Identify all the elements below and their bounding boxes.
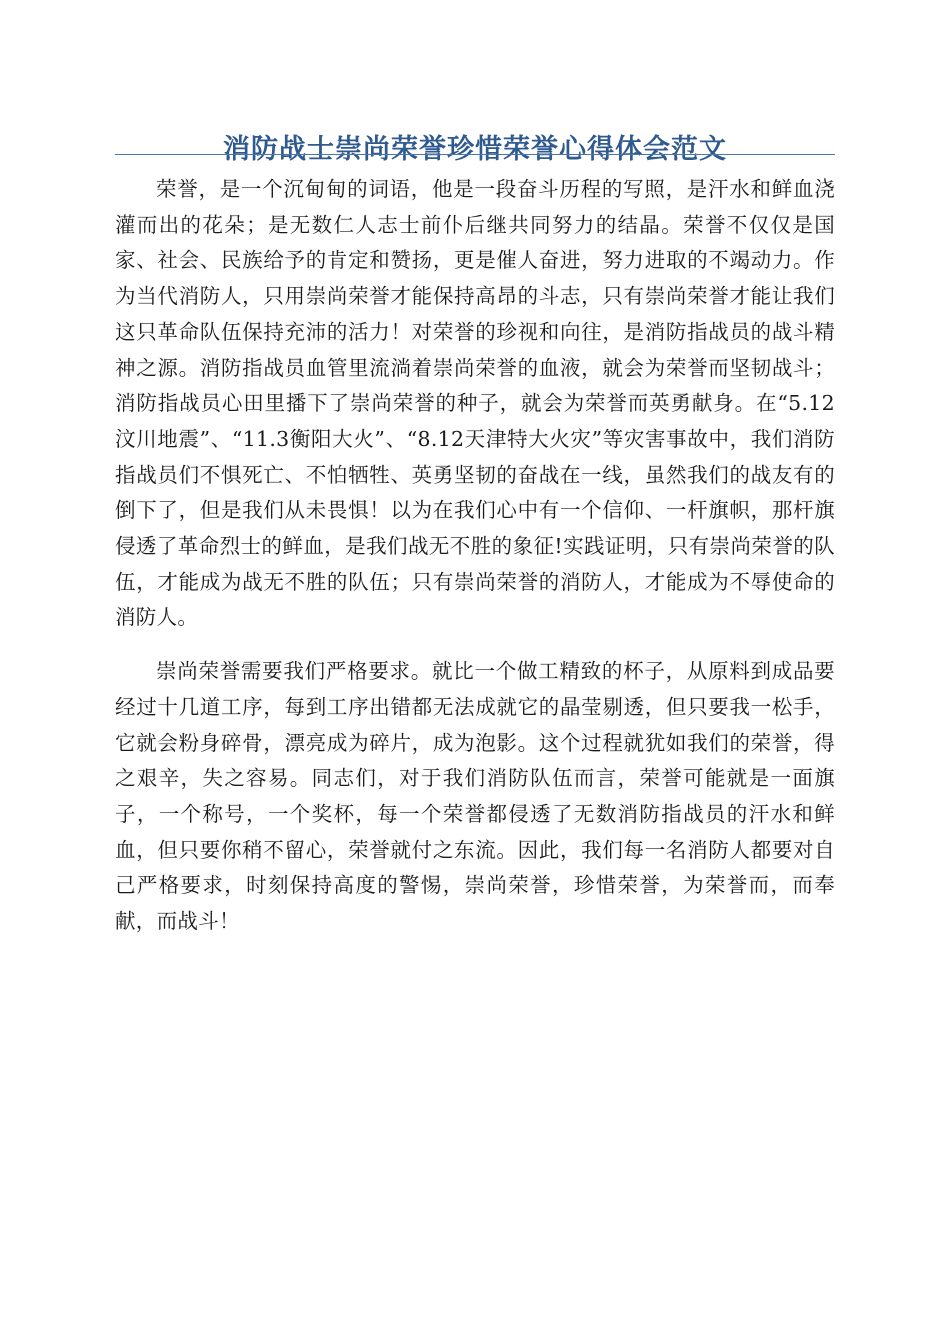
document-body xyxy=(115,172,835,958)
paragraph-2: 崇尚荣誉需要我们严格要求。就比一个做工精致的杯子，从原料到成品要经过十几道工序，每到工序出错都无法成就它的晶莹剔透，但只要我一松手，它就会粉身碎骨，漂亮成为碎片，成为泡影。这个过程就犹如我们的荣誉，得之艰辛，失之容易。同志们，对于我们消防队伍而言，荣誉可能就是一面旗子，一个称号，一个奖杯，每一个荣誉都侵透了无数消防指战员的汗水和鲜血，但只要你稍不留心，荣誉就付之东流。因此，我们每一名消防人都要对自己严格要求，时刻保持高度的警惕，崇尚荣誉，珍惜荣誉，为荣誉而，而奉献，而战斗！ xyxy=(115,659,835,934)
paragraph-1: 荣誉，是一个沉甸甸的词语，他是一段奋斗历程的写照，是汗水和鲜血浇灌而出的花朵；是无数仁人志士前仆后继共同努力的结晶。荣誉不仅仅是国家、社会、民族给予的肯定和赞扬，更是催人奋进，努力进取的不竭动力。作为当代消防人，只用崇尚荣誉才能保持高昂的斗志，只有崇尚荣誉才能让我们这只革命队伍保持充沛的活力！对荣誉的珍视和向往，是消防指战员的战斗精神之源。消防指战员血管里流淌着崇尚荣誉的血液，就会为荣誉而坚韧战斗；消防指战员心田里播下了崇尚荣誉的种子，就会为荣誉而英勇献身。在“5.12汶川地震”、“11.3衡阳大火”、“8.12天津特大火灾”等灾害事故中，我们消防指战员们不惧死亡、不怕牺牲、英勇坚韧的奋战在一线，虽然我们的战友有的倒下了，但是我们从未畏惧！以为在我们心中有一个信仰、一杆旗帜，那杆旗侵透了革命烈士的鲜血，是我们战无不胜的象征!实践证明，只有崇尚荣誉的队伍，才能成为战无不胜的队伍；只有崇尚荣誉的消防人，才能成为不辱使命的消防人。 xyxy=(115,177,835,630)
document-title: 消防战士崇尚荣誉珍惜荣誉心得体会范文 xyxy=(223,134,727,166)
title-underline xyxy=(115,154,835,155)
